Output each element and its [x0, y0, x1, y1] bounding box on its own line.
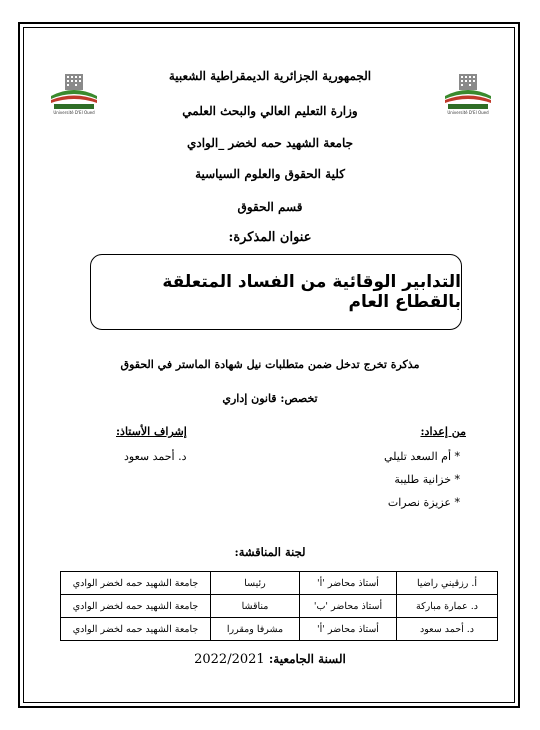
member-role: رئيسا	[211, 572, 300, 595]
member-rank: أستاذ محاضر 'ب'	[300, 595, 397, 618]
member-role: مشرفا ومقررا	[211, 618, 300, 641]
ministry-name: وزارة التعليم العالي والبحث العلمي	[182, 104, 358, 118]
svg-text:Université D'El Oued: Université D'El Oued	[53, 110, 95, 115]
member-university: جامعة الشهيد حمه لخضر الوادي	[61, 618, 211, 641]
member-rank: أستاذ محاضر 'أ'	[300, 572, 397, 595]
academic-year	[0, 652, 540, 667]
academic-year-value: 2022/2021	[194, 652, 265, 667]
prepared-by-label: من إعداد:	[420, 425, 466, 438]
svg-text:Université D'El Oued: Université D'El Oued	[447, 110, 489, 115]
table-row	[61, 572, 498, 595]
member-university: جامعة الشهيد حمه لخضر الوادي	[61, 595, 211, 618]
thesis-specialty: تخصص: قانون إداري	[222, 392, 318, 405]
member-name: أ. رزقيني راضيا	[397, 572, 498, 595]
academic-year-label: السنة الجامعية:	[268, 652, 346, 666]
member-name: د. عمارة مباركة	[397, 595, 498, 618]
student-name: * أم السعد تليلي	[384, 450, 460, 463]
member-university: جامعة الشهيد حمه لخضر الوادي	[61, 572, 211, 595]
committee-table	[60, 571, 498, 641]
table-row	[61, 618, 498, 641]
member-rank: أستاذ محاضر 'أ'	[300, 618, 397, 641]
thesis-purpose: مذكرة تخرج تدخل ضمن متطلبات نيل شهادة الماستر في الحقوق	[120, 358, 420, 371]
supervision-label: إشراف الأستاذ:	[116, 425, 187, 438]
member-role: مناقشا	[211, 595, 300, 618]
table-row	[61, 595, 498, 618]
thesis-title-label: عنوان المذكرة:	[228, 230, 312, 245]
student-name: * عزيزة نصرات	[387, 496, 460, 509]
supervisor-name: د. أحمد سعود	[124, 450, 187, 463]
committee-label: لجنة المناقشة:	[234, 545, 306, 559]
department-name: قسم الحقوق	[237, 200, 303, 214]
republic-name: الجمهورية الجزائرية الديمقراطية الشعبية	[168, 69, 372, 83]
student-name: * خزانية طليبة	[394, 473, 460, 486]
university-name: جامعة الشهيد حمه لخضر _الوادي	[186, 136, 354, 150]
faculty-name: كلية الحقوق والعلوم السياسية	[195, 167, 345, 181]
thesis-title: التدابير الوقائية من الفساد المتعلقة بالقطاع العام	[162, 272, 461, 312]
member-name: د. أحمد سعود	[397, 618, 498, 641]
thesis-title-box	[90, 254, 462, 330]
